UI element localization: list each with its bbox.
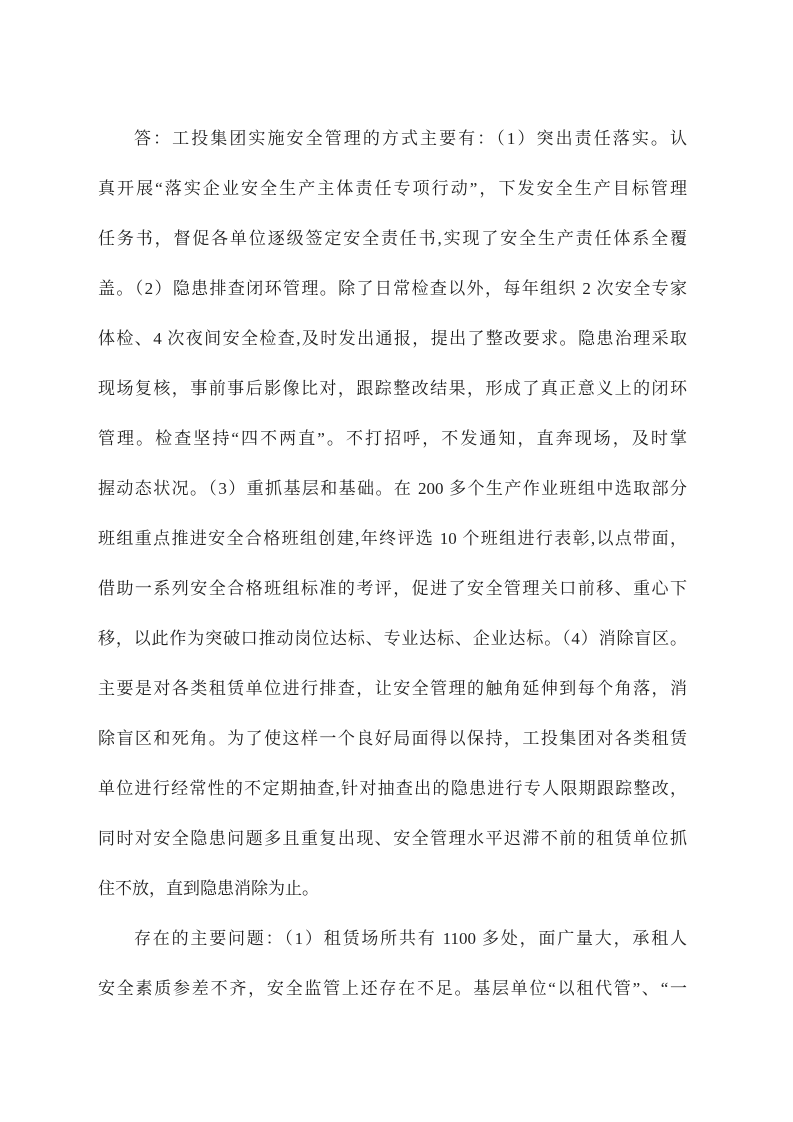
text-line: 任务书，督促各单位逐级签定安全责任书,实现了安全生产责任体系全覆 [98,229,687,248]
paragraph-answer [98,114,687,914]
text-line: 单位进行经常性的不定期抽查,针对抽查出的隐患进行专人限期跟踪整改， [98,779,687,798]
paragraph-problems [98,914,687,1014]
text-line: 安全素质参差不齐，安全监管上还存在不足。基层单位“以租代管”、“一 [98,979,687,998]
document-body [98,114,687,1014]
text-line: 移，以此作为突破口推动岗位达标、专业达标、企业达标。（4）消除盲区。 [98,629,687,648]
text-line: 借助一系列安全合格班组标准的考评，促进了安全管理关口前移、重心下 [98,579,687,598]
text-line: 握动态状况。（3）重抓基层和基础。在 200 多个生产作业班组中选取部分 [98,479,687,498]
text-line: 体检、4 次夜间安全检查,及时发出通报，提出了整改要求。隐患治理采取 [98,329,687,348]
text-line: 管理。检查坚持“四不两直”。不打招呼，不发通知，直奔现场，及时掌 [98,429,687,448]
text-line: 住不放，直到隐患消除为止。 [98,879,319,898]
text-line: 主要是对各类租赁单位进行排查，让安全管理的触角延伸到每个角落，消 [98,679,687,698]
text-line: 答：工投集团实施安全管理的方式主要有：（1）突出责任落实。认 [134,129,687,148]
text-line: 现场复核，事前事后影像比对，跟踪整改结果，形成了真正意义上的闭环 [98,379,687,398]
text-line: 存在的主要问题：（1）租赁场所共有 1100 多处，面广量大，承租人 [134,929,687,948]
text-line: 班组重点推进安全合格班组创建,年终评选 10 个班组进行表彰,以点带面， [98,529,687,548]
text-line: 除盲区和死角。为了使这样一个良好局面得以保持，工投集团对各类租赁 [98,729,687,748]
text-line: 盖。（2）隐患排查闭环管理。除了日常检查以外，每年组织 2 次安全专家 [98,279,687,298]
text-line: 真开展“落实企业安全生产主体责任专项行动”，下发安全生产目标管理 [98,179,687,198]
text-line: 同时对安全隐患问题多且重复出现、安全管理水平迟滞不前的租赁单位抓 [98,829,687,848]
